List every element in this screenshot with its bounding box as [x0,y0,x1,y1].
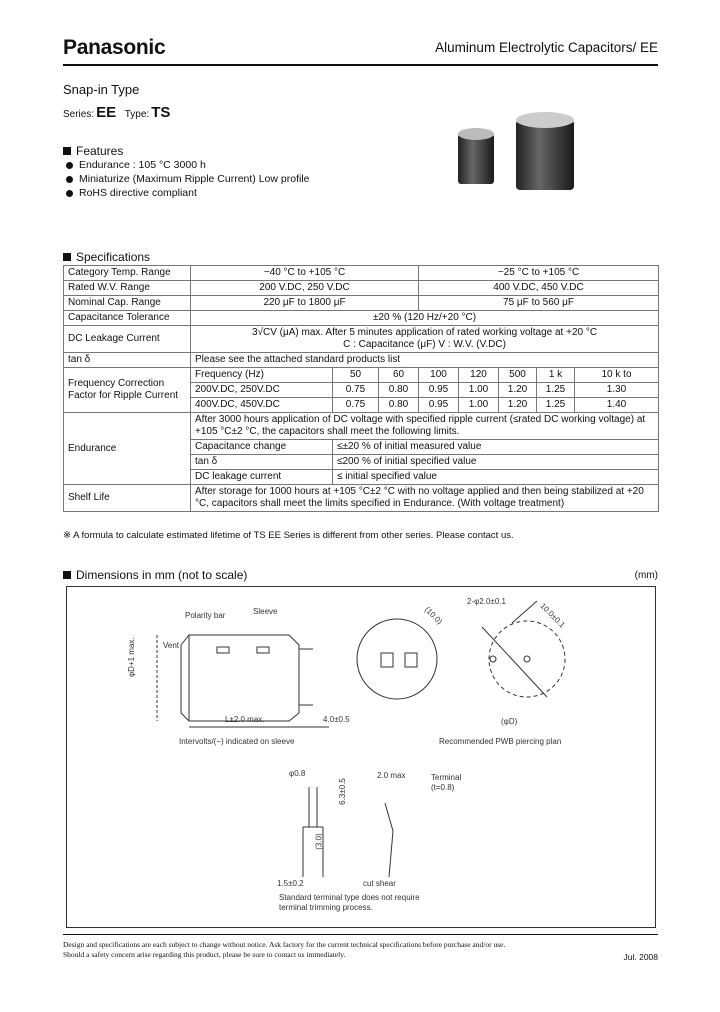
center-label: (φD) [501,717,518,726]
row-label: Nominal Cap. Range [64,296,191,311]
table-cell: DC leakage current [191,470,333,485]
features-heading [63,144,123,158]
table-cell: 0.80 [379,398,419,413]
document-title: Aluminum Electrolytic Capacitors/ EE [435,40,658,55]
bullet-icon [66,190,73,197]
table-row [64,296,659,311]
row-label: tan δ [64,353,191,368]
freq-label-1: Frequency Correction [68,378,165,389]
feature-item [66,158,310,172]
terminal-max-label: 2.0 max [377,771,406,780]
row-label: Shelf Life [64,485,191,512]
table-row [64,266,659,281]
terminal-30-label: (3.0) [314,833,324,850]
table-cell: Please see the attached standard products list [191,353,659,368]
top-rule [63,64,658,66]
publication-date: Jul. 2008 [623,952,658,962]
series-label: Series: [63,109,95,120]
feature-item [66,172,310,186]
table-cell: 0.75 [333,398,379,413]
row-label: Rated W.V. Range [64,281,191,296]
table-cell: 1.20 [499,398,537,413]
table-cell: −25 °C to +105 °C [419,266,659,281]
caption-right: Recommended PWB piercing plan [439,737,562,746]
cut-label: cut shear [363,879,396,888]
bottom-rule [63,934,658,935]
table-cell: 120 [459,368,499,383]
length-label: L±2.0 max. [225,715,265,724]
table-row [64,326,659,353]
freq-label-2: Factor for Ripple Current [68,390,179,401]
leakage-formula: 3√CV (μA) max. After 5 minutes application of rated working voltage at +20 °C [251,327,598,338]
holes-label: 2-φ2.0±0.1 [467,597,506,606]
table-cell: ≤ initial specified value [333,470,659,485]
square-bullet-icon [63,147,71,155]
table-cell: ≤±20 % of initial measured value [333,440,659,455]
table-row [64,281,659,296]
terminal-length-label: 6.3±0.5 [337,778,347,805]
row-label: Capacitance Tolerance [64,311,191,326]
table-cell: 1.20 [499,383,537,398]
formula-note: ※ A formula to calculate estimated lifetime of TS EE Series is different from other series. Please contact us. [63,530,514,541]
table-cell: 200V.DC, 250V.DC [191,383,333,398]
table-cell: −40 °C to +105 °C [191,266,419,281]
table-cell: 400 V.DC, 450 V.DC [419,281,659,296]
sleeve-label: Sleeve [253,607,278,616]
caption-left: Intervolts/(−) indicated on sleeve [179,737,295,746]
dimensions-drawing [66,586,656,928]
table-cell: 10 k to [575,368,659,383]
table-cell: Capacitance change [191,440,333,455]
table-cell: Frequency (Hz) [191,368,333,383]
disclaimer-line-2: Should a safety concern arise regarding this product, please be sure to contact us immediately. [63,950,346,959]
specs-heading-text: Specifications [76,250,151,264]
unit-label: (mm) [634,570,658,581]
table-cell: 100 [419,368,459,383]
table-cell: 1.00 [459,398,499,413]
table-row [64,311,659,326]
features-list [66,158,310,200]
pcb-pitch-label: 10.0±0.1 [538,601,567,630]
type-label: Type: [124,109,150,120]
brand-logo: Panasonic [63,36,166,59]
specifications-table [63,265,659,512]
table-cell: 1 k [537,368,575,383]
table-cell: 200 V.DC, 250 V.DC [191,281,419,296]
table-cell: 1.30 [575,383,659,398]
table-cell: 75 μF to 560 μF [419,296,659,311]
table-cell: 0.80 [379,383,419,398]
features-heading-text: Features [76,144,124,158]
feature-text: RoHS directive compliant [79,187,197,199]
type-value: TS [151,104,171,121]
standard-note-2: terminal trimming process. [279,903,373,912]
feature-item [66,186,310,200]
specs-heading [63,250,150,264]
row-label: Category Temp. Range [64,266,191,281]
table-row [64,413,659,440]
dimension-lines [67,587,657,929]
table-cell: After storage for 1000 hours at +105 °C±2 °C with no voltage applied and then being stabilized at +20 °C, capacitors shall meet the limits specified in Endurance. (With voltage treatment) [191,485,659,512]
standard-note-1: Standard terminal type does not require [279,893,420,902]
table-cell: 50 [333,368,379,383]
series-value: EE [96,104,117,121]
vent-label: Vent [163,641,180,650]
square-bullet-icon [63,571,71,579]
disclaimer-line-1: Design and specifications are each subject to change without notice. Ask factory for the current technical specifications before purchase and/or use. [63,940,506,949]
table-cell: 1.00 [459,383,499,398]
polarity-bar-label: Polarity bar [185,611,226,620]
table-cell: 1.25 [537,383,575,398]
dimensions-heading-text: Dimensions in mm (not to scale) [76,568,248,582]
square-bullet-icon [63,253,71,261]
bullet-icon [66,176,73,183]
table-cell [191,326,659,353]
table-cell: ±20 % (120 Hz/+20 °C) [191,311,659,326]
table-cell: 60 [379,368,419,383]
feature-text: Endurance : 105 °C 3000 h [79,159,206,171]
lead-label: 4.0±0.5 [323,715,350,724]
table-cell: 500 [499,368,537,383]
table-cell: After 3000 hours application of DC voltage with specified ripple current (≤rated DC working voltage) at +105 °C±2 °C, the capacitors shall meet the following limits. [191,413,659,440]
disclaimer [63,940,505,960]
type-title: Snap-in Type [63,82,140,97]
bullet-icon [66,162,73,169]
table-cell: 1.25 [537,398,575,413]
table-cell: ≤200 % of initial specified value [333,455,659,470]
capacitor-photo [456,112,586,192]
terminal-width-label: φ0.8 [289,769,306,778]
table-row [64,485,659,512]
table-cell: tan δ [191,455,333,470]
pitch-label: (10.0) [422,604,445,627]
diameter-label: φD+1 max. [127,637,136,677]
leakage-legend: C : Capacitance (μF) V : W.V. (V.DC) [343,339,506,350]
table-cell: 1.40 [575,398,659,413]
series-line [63,104,176,121]
table-cell: 0.95 [419,398,459,413]
row-label [64,368,191,413]
table-cell: 400V.DC, 450V.DC [191,398,333,413]
table-row [64,353,659,368]
table-cell: 0.95 [419,383,459,398]
dimensions-heading [63,568,247,582]
table-cell: 220 μF to 1800 μF [191,296,419,311]
feature-text: Miniaturize (Maximum Ripple Current) Low profile [79,173,310,185]
terminal-name-label: Terminal [431,773,462,782]
row-label: DC Leakage Current [64,326,191,353]
terminal-thickness-label: (t=0.8) [431,783,455,792]
terminal-15-label: 1.5±0.2 [277,879,304,888]
table-cell: 0.75 [333,383,379,398]
table-row [64,368,659,383]
row-label: Endurance [64,413,191,485]
